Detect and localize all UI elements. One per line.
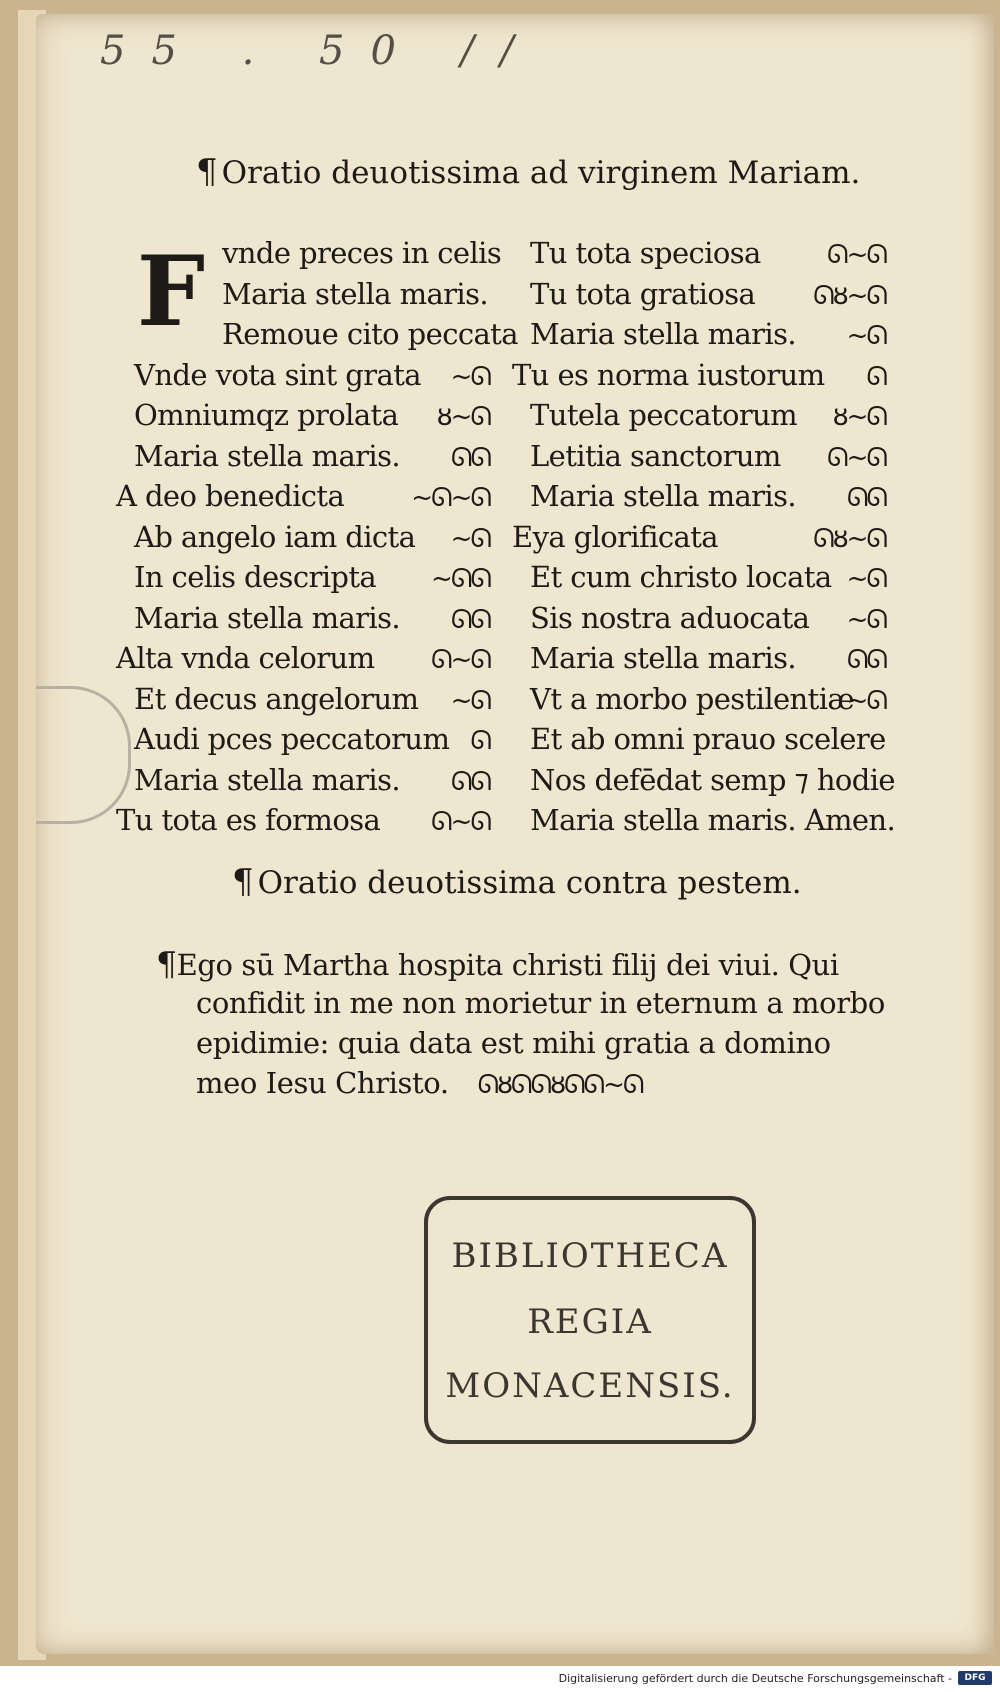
stamp-line-2: REGIA	[527, 1302, 653, 1342]
ornament-flourish: ᘏᘏ	[846, 645, 886, 675]
ornament-flourish: ᘏᘏ	[450, 604, 490, 635]
poem-right-line: Tu tota gratiosa	[530, 276, 756, 311]
poem-left-line: Tu tota es formosa	[116, 803, 381, 837]
prose-line-3: epidimie: quia data est mihi gratia a domino	[196, 1026, 831, 1060]
poem-right-line: Vt a morbo pestilentiæ	[530, 681, 855, 716]
ornament-flourish: ~ᘏ	[450, 523, 490, 554]
poem-left-line: Et decus angelorum	[134, 681, 419, 716]
pilcrow-icon: ¶	[232, 862, 254, 902]
dfg-logo: DFG	[958, 1671, 992, 1685]
stamp-line-1: BIBLIOTHECA	[451, 1236, 729, 1276]
poem-left-line: Ab angelo iam dicta	[134, 519, 416, 554]
ornament-flourish: ~ᘏᘏ	[431, 564, 490, 594]
ornament-flourish: ~ᘏ	[450, 361, 490, 392]
poem-left-line: Maria stella maris.	[134, 438, 401, 473]
library-stamp	[424, 1196, 756, 1444]
poem-right-line: Tutela peccatorum	[530, 398, 798, 432]
prose-line-1	[156, 944, 916, 983]
ornament-flourish: ᘏᘏ	[846, 483, 886, 513]
ornament-flourish: ᘏȣ~ᘏ	[813, 280, 886, 311]
ornament-flourish: ~ᘏ	[846, 564, 886, 594]
poem-right-line: Et ab omni prauo scelere	[530, 722, 886, 756]
heading-oratio-mariam	[196, 152, 860, 192]
poem-left-line: Vnde vota sint grata	[134, 357, 421, 392]
ornament-flourish: ~ᘏ	[846, 604, 886, 635]
drop-initial: F	[136, 235, 206, 348]
pilcrow-icon: ¶	[196, 152, 218, 192]
prose-text: Ego sū Martha hospita christi filij dei viui. Qui	[176, 948, 839, 982]
poem-right-line: Nos defēdat semp ⁊ hodie	[530, 762, 895, 797]
poem-left-line: Maria stella maris.	[134, 600, 401, 635]
poem-left-line: In celis descripta	[134, 560, 377, 594]
poem-right-line: Sis nostra aduocata	[530, 600, 810, 635]
heading-text: Oratio deuotissima ad virginem Mariam.	[221, 155, 861, 191]
ornament-flourish: ȣ~ᘏ	[436, 402, 490, 432]
poem-left-line: Audi pces peccatorum	[134, 722, 450, 756]
ornament-flourish: ᘏȣ~ᘏ	[813, 523, 886, 554]
ornament-flourish: ᘏᘏ	[450, 766, 490, 797]
poem-right-line: Letitia sanctorum	[530, 438, 781, 473]
poem-right-line: Maria stella maris. Amen.	[530, 803, 896, 837]
ornament-flourish: ᘏ~ᘏ	[827, 240, 886, 270]
shelfmark-handwriting: 55 . 50 //	[100, 28, 540, 74]
poem-right-line: Tu es norma iustorum	[512, 357, 825, 392]
poem-left-line: Maria stella maris.	[134, 762, 401, 797]
footer-bar	[0, 1666, 1000, 1692]
ornament-flourish: ᘏ	[866, 361, 886, 392]
poem-left-line: Maria stella maris.	[222, 276, 489, 311]
ornament-flourish: ᘏ	[470, 726, 490, 756]
footer-credit: Digitalisierung gefördert durch die Deutsche Forschungsgemeinschaft -	[558, 1672, 952, 1685]
stamp-line-3: MONACENSIS.	[445, 1366, 735, 1406]
heading-oratio-pestem	[232, 862, 802, 902]
pilcrow-icon: ¶	[156, 944, 177, 983]
heading-text: Oratio deuotissima contra pestem.	[257, 865, 802, 901]
poem-right-line: Tu tota speciosa	[530, 236, 761, 270]
ornament-flourish: ᘏ~ᘏ	[431, 807, 490, 837]
poem-right-line: Et cum christo locata	[530, 560, 832, 594]
ornament-flourish: ~ᘏ~ᘏ	[411, 483, 490, 513]
poem-right-line: Maria stella maris.	[530, 317, 797, 351]
ornament-flourish: ~ᘏ	[846, 321, 886, 351]
ornament-flourish: ᘏȣᘏᘏȣᘏᘏ~ᘏ	[477, 1070, 643, 1100]
ornament-flourish: ~ᘏ	[450, 685, 490, 716]
poem-left-line: Remoue cito peccata	[222, 317, 518, 351]
poem-left-line: vnde preces in celis	[222, 236, 502, 270]
poem-right-line: Maria stella maris.	[530, 479, 797, 513]
poem-right-line: Maria stella maris.	[530, 641, 797, 675]
ornament-flourish: ~ᘏ	[846, 685, 886, 716]
poem-left-line: Alta vnda celorum	[116, 641, 375, 675]
ornament-flourish: ȣ~ᘏ	[832, 402, 886, 432]
prose-line-4	[196, 1066, 956, 1101]
prose-text: meo Iesu Christo.	[196, 1066, 449, 1100]
prose-line-2: confidit in me non morietur in eternum a morbo	[196, 986, 885, 1020]
ornament-flourish: ᘏ~ᘏ	[827, 442, 886, 473]
poem-left-line: A deo benedicta	[116, 479, 345, 513]
poem-right-line: Eya glorificata	[512, 519, 718, 554]
ornament-flourish: ᘏ~ᘏ	[431, 645, 490, 675]
poem-left-line: Omniumqz prolata	[134, 398, 399, 432]
ornament-flourish: ᘏᘏ	[450, 442, 490, 473]
